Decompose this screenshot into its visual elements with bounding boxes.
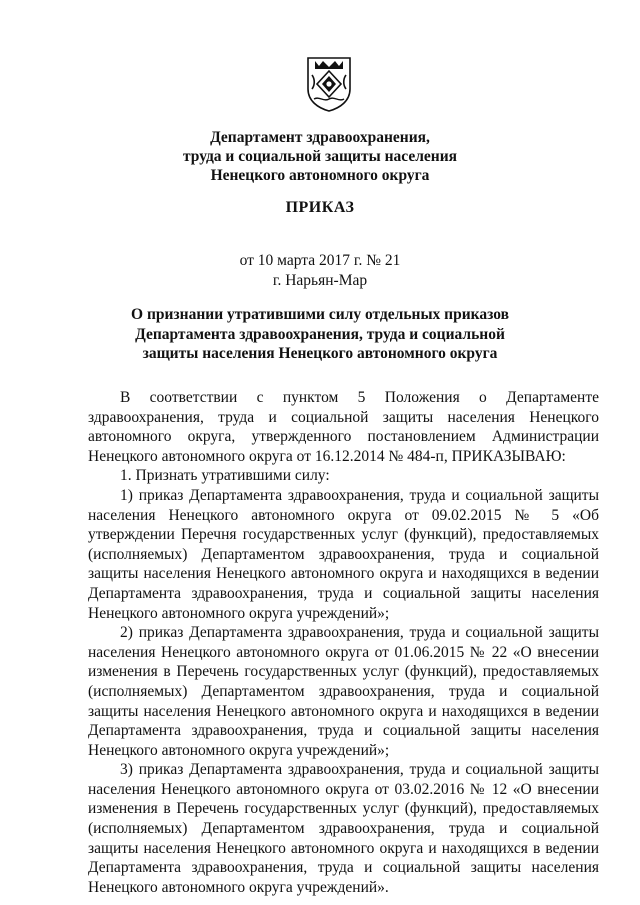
subject-line: защиты населения Ненецкого автономного округа (142, 345, 498, 362)
order-subject (0, 305, 640, 364)
body-paragraph-item-1: 1) приказ Департамента здравоохранения, труда и социальной защиты населения Ненецкого автономного округа от 09.02.2015 № 5 «Об утверждении Перечня государственных услуг (функций), предоставляемых (исполняемых) Департаментом здравоохранения, труда и социальной защиты населения Ненецкого автономного округа и находящихся в ведении Департамента здравоохранения, труда и социальной защиты населения Ненецкого автономного округа учреждений»; (88, 486, 599, 622)
coat-of-arms-icon (305, 55, 353, 113)
subject-line: Департамента здравоохранения, труда и социальной (135, 325, 505, 343)
header-line: труда и социальной защиты населения (182, 148, 458, 165)
order-body (88, 388, 599, 897)
body-paragraph-item-3: 3) приказ Департамента здравоохранения, труда и социальной защиты населения Ненецкого автономного округа от 03.02.2016 № 12 «О внесении изменения в Перечень государственных услуг (функций), предоставляемых (исполняемых) Департаментом здравоохранения, труда и социальной защиты населения Ненецкого автономного округа и находящихся в ведении Департамента здравоохранения, труда и социальной защиты населения Ненецкого автономного округа учреждений». (88, 761, 599, 896)
subject-line: О признании утратившими силу отдельных приказов (131, 306, 509, 323)
document-title: ПРИКАЗ (285, 199, 355, 216)
order-date-number: от 10 марта 2017 г. № 21 (239, 252, 401, 269)
header-line: Ненецкого автономного округа (210, 167, 430, 184)
body-paragraph-preamble: В соответствии с пунктом 5 Положения о Департаменте здравоохранения, труда и социальной защиты населения Ненецкого автономного округа, утвержденного постановлением Администрации Ненецкого автономного округа от 16.12.2014 № 484-п, ПРИКАЗЫВАЮ: (88, 389, 599, 465)
body-paragraph-item-2: 2) приказ Департамента здравоохранения, труда и социальной защиты населения Ненецкого автономного округа от 01.06.2015 № 22 «О внесении изменения в Перечень государственных услуг (функций), предоставляемых (исполняемых) Департаментом здравоохранения, труда и социальной защиты населения Ненецкого автономного округа и находящихся в ведении Департамента здравоохранения, труда и социальной защиты населения Ненецкого автономного округа учреждений»; (88, 624, 599, 759)
header-line: Департамент здравоохранения, (210, 129, 430, 146)
order-place: г. Нарьян-Мар (272, 272, 368, 289)
date-place-block (0, 251, 640, 291)
body-paragraph-clause-1: 1. Признать утратившими силу: (120, 467, 330, 485)
department-header (0, 128, 640, 185)
